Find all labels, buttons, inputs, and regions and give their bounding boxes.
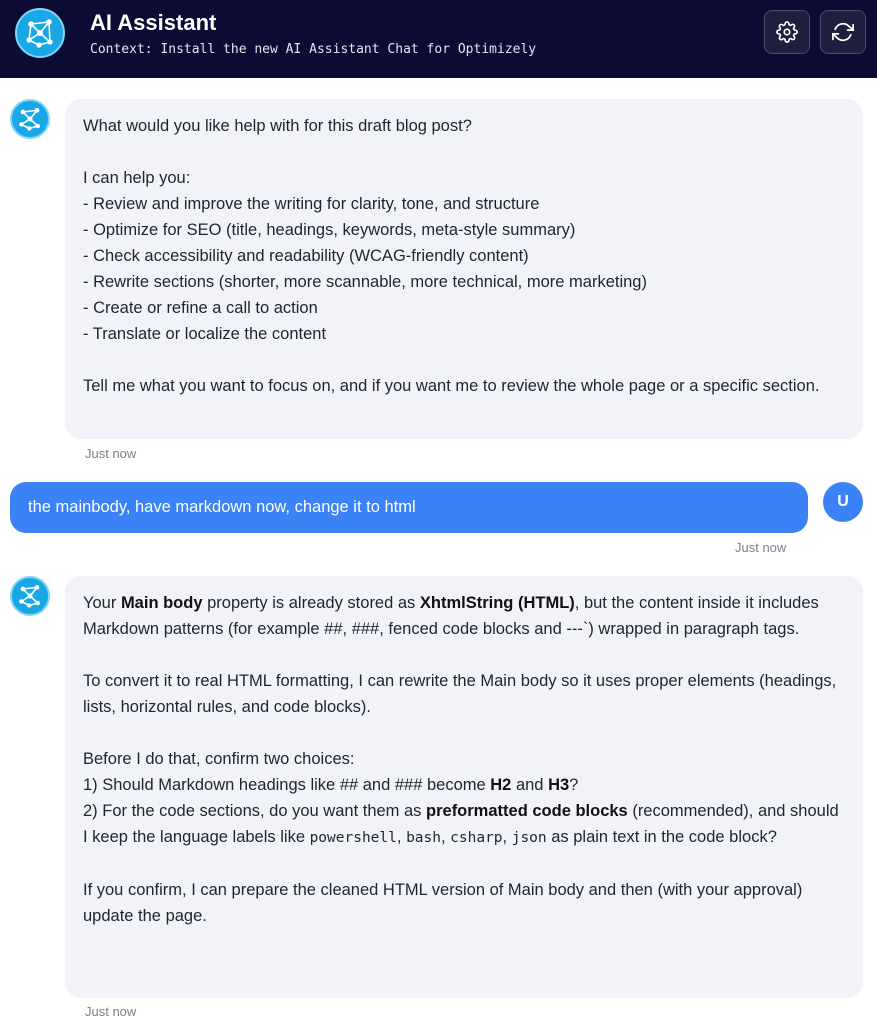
message-text: To convert it to real HTML formatting, I can rewrite the Main body so it uses proper elements (headings, lists, horizontal rules, and code blocks).	[83, 672, 837, 716]
message-text: What would you like help with for this draft blog post?	[83, 117, 472, 135]
list-item: - Check accessibility and readability (WCAG-friendly content)	[83, 247, 529, 265]
inline-code: json	[511, 830, 547, 846]
message-text: If you confirm, I can prepare the cleaned HTML version of Main body and then (with your approval) update the page.	[83, 881, 803, 925]
inline-code: csharp	[450, 830, 503, 846]
chat-header	[0, 0, 877, 78]
message-list	[83, 165, 845, 347]
page-title: AI Assistant	[90, 10, 217, 35]
message-text: Before I do that, confirm two choices: 1) Should Markdown headings like ## and ### become H2 and H3? 2) For the code sections, do you want them as preformatted code blocks (recommended), and should I keep the language labels like powershell, bash, csharp, json as plain text in the code block?	[83, 750, 839, 846]
message-timestamp: Just now	[85, 1004, 137, 1019]
refresh-icon	[832, 21, 854, 43]
assistant-avatar	[10, 99, 50, 139]
refresh-button[interactable]	[820, 10, 866, 54]
message-text: I can help you:	[83, 169, 191, 187]
list-item: - Translate or localize the content	[83, 325, 327, 343]
message-text: Tell me what you want to focus on, and if you want me to review the whole page or a specific section.	[83, 377, 820, 395]
settings-button[interactable]	[764, 10, 810, 54]
gear-icon	[776, 21, 798, 43]
network-brain-icon	[15, 8, 65, 58]
list-item: - Rewrite sections (shorter, more scannable, more technical, more marketing)	[83, 273, 647, 291]
assistant-avatar	[10, 576, 50, 616]
list-item: - Create or refine a call to action	[83, 299, 318, 317]
list-item: - Optimize for SEO (title, headings, keywords, meta-style summary)	[83, 221, 576, 239]
message-timestamp: Just now	[85, 446, 137, 461]
inline-code: bash	[406, 830, 441, 846]
message-text: Your Main body property is already stored as XhtmlString (HTML), but the content inside it includes Markdown patterns (for example ##, ###, fenced code blocks and ---`) wrapped in paragraph tags.	[83, 594, 819, 638]
message-timestamp: Just now	[735, 540, 787, 555]
list-item: - Review and improve the writing for clarity, tone, and structure	[83, 195, 540, 213]
user-avatar: U	[823, 482, 863, 522]
inline-code: powershell	[309, 830, 397, 846]
assistant-message	[65, 576, 863, 998]
assistant-message	[65, 99, 863, 439]
context-label: Context: Install the new AI Assistant Chat for Optimizely	[90, 42, 537, 57]
user-message: the mainbody, have markdown now, change it to html	[10, 482, 808, 533]
